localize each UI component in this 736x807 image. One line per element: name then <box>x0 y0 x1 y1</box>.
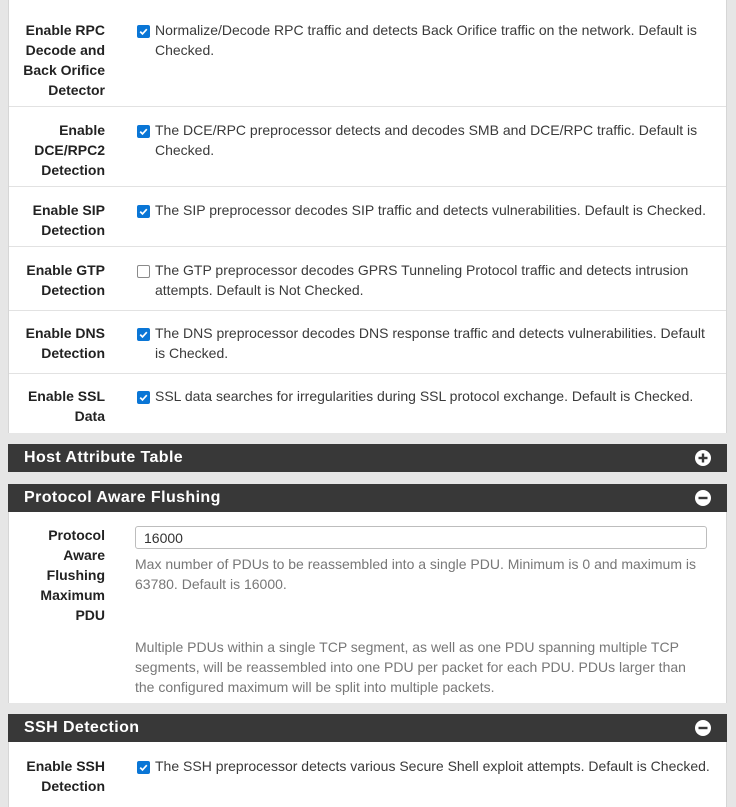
paf-max-pdu-label: Protocol Aware Flushing Maximum PDU <box>40 527 105 623</box>
setting-label: Enable GTP Detection <box>26 262 105 298</box>
minus-circle-icon[interactable] <box>695 720 711 736</box>
setting-row-ssh <box>9 742 726 807</box>
setting-row-dcerpc2 <box>9 106 726 187</box>
setting-label: Enable DNS Detection <box>25 325 105 361</box>
setting-description: The SIP preprocessor decodes SIP traffic and detects vulnerabilities. Default is Checked. <box>155 202 706 218</box>
checkmark-icon <box>138 126 149 137</box>
ssh-checkbox[interactable] <box>137 761 150 774</box>
setting-description: SSL data searches for irregularities during SSL protocol exchange. Default is Checked. <box>155 388 694 404</box>
setting-label: Enable DCE/RPC2 Detection <box>34 122 105 178</box>
sip-checkbox[interactable] <box>137 205 150 218</box>
checkmark-icon <box>138 329 149 340</box>
setting-row-sip <box>9 186 726 247</box>
setting-label: Enable RPC Decode and Back Orifice Detector <box>23 22 105 98</box>
setting-label: Enable SSL Data <box>27 388 105 424</box>
setting-row-rpc <box>9 0 726 107</box>
gtp-checkbox[interactable] <box>137 265 150 278</box>
setting-label: Enable SIP Detection <box>32 202 105 238</box>
dcerpc2-checkbox[interactable] <box>137 125 150 138</box>
checkmark-icon <box>138 206 149 217</box>
preprocessor-panel <box>8 0 727 433</box>
paf-max-pdu-input[interactable] <box>135 526 707 549</box>
dns-checkbox[interactable] <box>137 328 150 341</box>
checkmark-icon <box>138 762 149 773</box>
ssh-detection-header[interactable] <box>8 714 727 742</box>
setting-row-ssl <box>9 373 726 433</box>
setting-label: Enable SSH Detection <box>26 758 105 794</box>
protocol-aware-flushing-header[interactable] <box>8 484 727 512</box>
setting-description: The SSH preprocessor detects various Secure Shell exploit attempts. Default is Checked. <box>155 758 710 774</box>
setting-description: Normalize/Decode RPC traffic and detects Back Orifice traffic on the network. Default is Checked. <box>155 22 697 58</box>
paf-help-text-extended: Multiple PDUs within a single TCP segment, as well as one PDU spanning multiple TCP segments, will be reassembled into one PDU per packet for each PDU. PDUs larger than the configured maximum will be split into multiple packets. <box>135 639 686 695</box>
rpc-checkbox[interactable] <box>137 25 150 38</box>
ssl-checkbox[interactable] <box>137 391 150 404</box>
paf-help-text: Max number of PDUs to be reassembled into a single PDU. Minimum is 0 and maximum is 63780. Default is 16000. <box>135 556 696 592</box>
setting-description: The DNS preprocessor decodes DNS response traffic and detects vulnerabilities. Default is Checked. <box>155 325 705 361</box>
section-title: SSH Detection <box>24 719 140 736</box>
checkmark-icon <box>138 26 149 37</box>
setting-description: The GTP preprocessor decodes GPRS Tunneling Protocol traffic and detects intrusion attempts. Default is Not Checked. <box>155 262 689 298</box>
protocol-aware-flushing-panel <box>8 512 727 703</box>
host-attribute-table-header[interactable] <box>8 444 727 472</box>
setting-row-gtp <box>9 246 726 311</box>
setting-row-dns <box>9 310 726 374</box>
ssh-detection-panel <box>8 742 727 807</box>
setting-description: The DCE/RPC preprocessor detects and decodes SMB and DCE/RPC traffic. Default is Checked. <box>155 122 698 158</box>
checkmark-icon <box>138 392 149 403</box>
minus-circle-icon[interactable] <box>695 490 711 506</box>
section-title: Host Attribute Table <box>24 449 184 466</box>
plus-circle-icon[interactable] <box>695 450 711 466</box>
section-title: Protocol Aware Flushing <box>24 489 221 506</box>
